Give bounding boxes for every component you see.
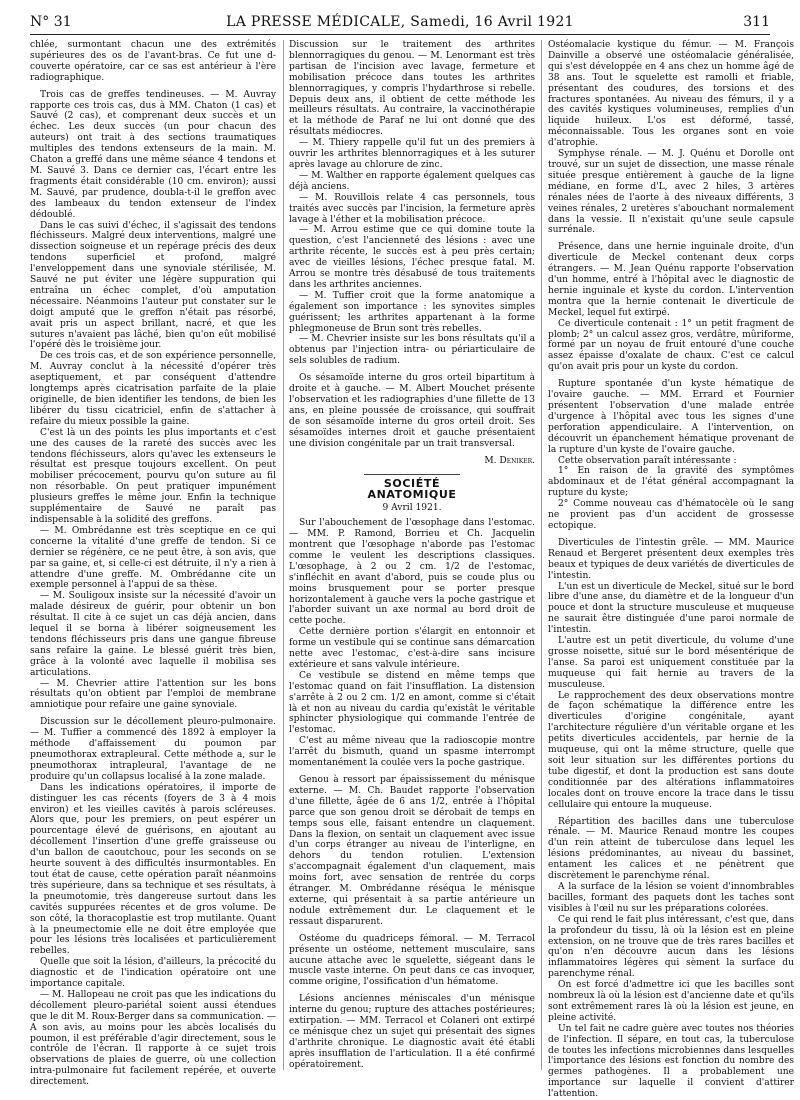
page-header <box>30 14 770 36</box>
paragraph: chlée, surmontant chacun une des extrémités supérieures des os de l'avant-bras. Ce fut une d-couverte opératoire, car ce sas est antérieur à l'ère radiographique. <box>30 40 276 83</box>
section-heading: SOCIÉTÉ ANATOMIQUE <box>364 474 460 501</box>
issue-number: N° 31 <box>30 14 72 30</box>
column-divider <box>283 40 284 1070</box>
paragraph: — M. Rouvillois relate 4 cas personnels, tous traités avec succès par l'incision, la fermeture après lavage à l'éther et la mobilisation précoce. <box>289 192 535 225</box>
paragraph: Un tel fait ne cadre guère avec toutes nos théories de l'infection. Il sépare, en tout cas, la tuberculose de toutes les infections microbiennes dans lesquelles l'importance des lésions est fonction du nombre des germes pathogènes. Il a probablement une importance sur laquelle il convient d'attirer l'attention. <box>548 1023 794 1100</box>
paragraph: Ostéome du quadriceps fémoral. — M. Terracol présente un ostéome, nettement musculaire, sans aucune attache avec le squelette, siégeant dans le muscle vaste interne. On peut dans ce cas invoquer, comme origine, l'ossification d'un hématome. <box>289 933 535 988</box>
paragraph: — M. Hallopeau ne croit pas que les indications du décollement pleuro-pariétal soient aussi étendues que le dit M. Roux-Berger dans sa communication. — A son avis, au moins pour les abcès localisés du poumon, il est préférable d'agir directement, sous le contrôle de l'écran. Il rapporte à ce sujet trois observations de plaies de guerre, où une collection intra-pulmonaire fut facilement repérée, et ouverte directement. <box>30 989 276 1088</box>
paragraph: — M. Tuffier croit que la forme anatomique a également son importance : les synovites simples guérissent; les arthrites appartenant à la forme phlegmoneuse de Brun sont très rebelles. <box>289 290 535 334</box>
paragraph: 1° En raison de la gravité des symptômes abdominaux et de l'état général accompagnant la rupture du kyste; <box>548 466 794 499</box>
paragraph: Cette dernière portion s'élargit en entonnoir et forme un vestibule qui se continue sans démarcation nette avec l'estomac, c'est-à-dire sans incisure extérieure et sans valvule intérieure. <box>289 627 535 670</box>
paragraph: L'autre est un petit diverticule, du volume d'une grosse noisette, situé sur le bord mésentérique de l'anse. Sa paroi est uniquement constituée par la muqueuse qui fait hernie au travers de la musculeuse. <box>548 636 794 690</box>
paragraph: De ces trois cas, et de son expérience personnelle, M. Auvray conclut à la nécessité d'opérer très aseptiquement, et par conséquent d'attendre longtemps après cicatrisation parfaite de la plaie originelle, de bien identifier les tendons, de bien les libérer du tissu cicatriciel, enfin de s'attacher à refaire du mieux possible la gaine. <box>30 351 276 427</box>
paragraph: Le rapprochement des deux observations montre de façon schématique la différence entre les diverticules d'origine congénitale, ayant l'architecture régulière d'un véritable organe et les petits diverticules accidentels, par hernie de la muqueuse, qui ont la même structure, quelle que soit leur situation sur les différentes portions du tube digestif, et dont la production est sans doute conditionnée par des altérations inflammatoires locales dont on trouve encore la trace dans le tissu cellulaire qui entoure la muqueuse. <box>548 690 794 810</box>
header-rule <box>30 34 770 35</box>
column-2 <box>289 40 535 1076</box>
column-3 <box>548 40 794 1100</box>
paragraph: C'est là un des points les plus importants et c'est une des causes de la rareté des succès avec les tendons fléchisseurs, alors qu'avec les extenseurs le résultat est presque toujours excellent. On peut mobiliser précocement, pourvu qu'on suture au fil non résorbable. On peut pratiquer impunément plusieurs greffes le même jour. Enfin la technique supplémentaire de Sauvé ne paraît pas indispensable à la solidité des greffons. <box>30 427 276 525</box>
paragraph: On est forcé d'admettre ici que les bacilles sont nombreux là où la lésion est d'ancienne date et qu'ils sont extrêmement rares là où la lésion est jeune, en pleine activité. <box>548 980 794 1023</box>
paragraph: Dans le cas suivi d'échec, il s'agissait des tendons fléchisseurs. Malgré deux interventions, malgré une dissection soigneuse et un repérage précis des deux tendons superficiel et profond, malgré l'enveloppement dans une synoviale stérilisée, M. Sauvé ne put éviter une légère suppuration qui entraîna un échec complet, d'où amputation nécessaire. Néanmoins l'auteur put constater sur le doigt amputé que le greffon n'était pas résorbé, avait pris un aspect brillant, nacré, et que les sutures n'avaient pas lâché, bien qu'on eût mobilisé l'opéré dès le troisième jour. <box>30 220 276 351</box>
paragraph: Ce qui rend le fait plus intéressant, c'est que, dans la profondeur du tissu, là où la lésion est en pleine extension, on ne trouve que de très rares bacilles et qu'on n'en découvre aucun dans les lésions inflammatoires légères qui sèment la surface du parenchyme rénal. <box>548 914 794 980</box>
paragraph: — M. Thiery rappelle qu'il fut un des premiers à ouvrir les arthrites blennorragiques et à les suturer après lavage au chlorure de zinc. <box>289 138 535 170</box>
paragraph: Discussion sur le traitement des arthrites blennorragiques du genou. — M. Lenormant est très partisan de l'incision avec lavage, fermeture et mobilisation précoce dans toutes les arthrites blennorragiques, y compris l'hydarthrose si rebelle. Depuis deux ans, il obtient de cette méthode les meilleurs résultats. Au contraire, la vaccinothérapie et la méthode de Paraf ne lui ont donné que des résultats médiocres. <box>289 40 535 138</box>
paragraph: Os sésamoïde interne du gros orteil bipartitum à droite et à gauche. — M. Albert Mouchet présente l'observation et les radiographies d'une fillette de 13 ans, en pleine poussée de croissance, qui souffrait de son sésamoïde interne du gros orteil droit. Ses sésamoïdes internes droit et gauche présentaient une division congénitale par un trait transversal. <box>289 373 535 449</box>
paragraph: 2° Comme nouveau cas d'hématocèle où le sang ne provient pas d'un accident de grossesse ectopique. <box>548 499 794 531</box>
paragraph: Ce diverticule contenait : 1° un petit fragment de plomb; 2° un calcul assez gros, verdâtre, mûriforme, formé par un noyau de fruit entouré d'une couche assez épaisse d'oxalate de chaux. C'est ce calcul qu'on avait pris pour un kyste du cordon. <box>548 318 794 373</box>
paragraph: L'un est un diverticule de Meckel, situé sur le bord libre d'une anse, du diamètre et de la longueur d'un pouce et dont la structure musculeuse et muqueuse ne saurait être distinguée d'une paroi normale de l'intestin. <box>548 581 794 636</box>
paragraph: Lésions anciennes méniscales d'un ménisque interne du genou; rupture des attaches postérieures; extirpation. — MM. Terracol et Colaneri ont extirpé ce ménisque chez un sujet qui présentait des signes d'arthrite chronique. Le diagnostic avait été établi après insufflation de l'articulation. Il a été confirmé opératoirement. <box>289 994 535 1070</box>
paragraph: Ostéomalacie kystique du fémur. — M. François Dainville a observé une ostéomalacie généralisée, qui s'est développée en 4 ans chez un homme âgé de 38 ans. Tout le squelette est ramolli et friable, présentant des coudures, des torsions et des fractures spontanées. Au niveau des fémurs, il y a des cavités kystiques volumineuses, remplies d'un liquide huileux. L'os est déformé, tassé, méconnaissable. Tous les organes sont en voie d'atrophie. <box>548 40 794 149</box>
column-divider <box>541 40 542 1070</box>
paragraph: Discussion sur le décollement pleuro-pulmonaire. — M. Tuffier a commencé dès 1892 à employer la méthode d'affaissement du poumon par pneumothorax extrapleural. Cette méthode a, sur le pneumothorax intrapleural, l'avantage de ne produire qu'un collapsus localisé à la zone malade. <box>30 717 276 782</box>
paragraph: Répartition des bacilles dans une tuberculose rénale. — M. Maurice Renaud montre les coupes d'un rein atteint de tuberculose dans lequel les lésions prédominantes, au niveau du bassinet, entament les calices et ne pénètrent que discrètement le parenchyme rénal. <box>548 816 794 882</box>
paragraph: — M. Souligoux insiste sur la nécessité d'avoir un malade désireux de guérir, pour obtenir un bon résultat. Il cite à ce sujet un cas déjà ancien, dans lequel il se borna à libérer soigneusement les tendons fléchisseurs pris dans une gangue fibreuse sans refaire la gaine. Le blessé guérit très bien, grâce à la volonté avec laquelle il mobilisa ses articulations. <box>30 591 276 678</box>
paragraph: Présence, dans une hernie inguinale droite, d'un diverticule de Meckel contenant deux corps étrangers. — M. Jean Quénu rapporte l'observation d'un homme, entré à l'hôpital avec le diagnostic de hernie inguinale et kyste du cordon. L'intervention montra que la hernie contenait le diverticule de Meckel, lequel fut extirpé. <box>548 242 794 318</box>
paragraph: C'est au même niveau que la radioscopie montre l'arrêt du bismuth, quand un spasme interrompt momentanément la coulée vers la poche gastrique. <box>289 736 535 769</box>
paragraph: Rupture spontanée d'un kyste hématique de l'ovaire gauche. — MM. Errard et Fournier présentent l'observation d'une malade entrée d'urgence à l'hôpital avec tous les signes d'une perforation appendiculaire. A l'intervention, on découvrit un épanchement hématique provenant de la rupture d'un kyste de l'ovaire gauche. <box>548 379 794 455</box>
paragraph: Symphyse rénale. — M. J. Quénu et Dorolle ont trouvé, sur un sujet de dissection, une masse rénale située presque entièrement à gauche de la ligne médiane, en forme d'L, avec 2 hiles, 3 artères rénales nées de l'aorte à des niveaux différents, 3 veines rénales, 2 uretères s'abouchant normalement dans la vessie. Il n'existait qu'une seule capsule surrénale. <box>548 149 794 236</box>
paragraph: — M. Chevrier attire l'attention sur les bons résultats qu'on obtient par l'emploi de membrane amniotique pour refaire une gaine synoviale. <box>30 678 276 711</box>
paragraph: — M. Chevrier insiste sur les bons résultats qu'il a obtenus par l'injection intra- ou périarticulaire de sels solubles de radium. <box>289 334 535 367</box>
author-signature: M. Deniker. <box>484 455 535 466</box>
paragraph: — M. Walther en rapporte également quelques cas déjà anciens. <box>289 170 535 192</box>
paragraph: — M. Arrou estime que ce qui domine toute la question, c'est l'ancienneté des lésions : avec une arthrite récente, le succès est à peu près certain; avec de vieilles lésions, l'échec presque fatal. M. Arrou se montre très désabusé de tous traitements dans les arthrites anciennes. <box>289 225 535 290</box>
paragraph: — M. Ombrédanne est très sceptique en ce qui concerne la vitalité d'une greffe de tendon. Si ce dernier se régénère, ce ne peut être, à son avis, que par sa gaine, et, si celle-ci est détruite, il n'y a rien à attendre d'une greffe. M. Ombrédanne cite un exemple personnel à l'appui de sa thèse. <box>30 525 276 591</box>
paragraph: Trois cas de greffes tendineuses. — M. Auvray rapporte ces trois cas, dus à MM. Chaton (1 cas) et Sauvé (2 cas), et comprenant deux succès et un échec. Les deux succès (un pour chacun des auteurs) ont trait à des sections traumatiques multiples des tendons extenseurs de la main. M. Chaton a greffé dans une même séance 4 tendons et M. Sauvé 3. Dans ce dernier cas, l'écart entre les fragments était considérable (10 cm. environ); aussi M. Sauvé, par prudence, doubla-t-il le greffon avec des lambeaux du tendon extenseur de l'index dédoublé. <box>30 89 276 220</box>
paragraph: Quelle que soit la lésion, d'ailleurs, la précocité du diagnostic et de l'indication opératoire ont une importance capitale. <box>30 957 276 990</box>
column-1 <box>30 40 276 1088</box>
page-number: 311 <box>743 14 770 30</box>
paragraph: Genou à ressort par épaississement du ménisque externe. — M. Ch. Baudet rapporte l'observation d'une fillette, âgée de 6 ans 1/2, entrée à l'hôpital parce que son genou droit se dérobait de temps en temps sous elle, faisant entendre un claquement. Dans la flexion, on sentait un claquement avec issue d'un corps étranger au niveau de l'interligne, en dehors du tendon rotulien. L'extension s'accompagnait également d'un claquement, mais moins fort, avec sensation de rentrée du corps étranger. M. Ombrédanne réséqua le ménisque externe, qui présentait à sa partie antérieure un nodule extrêmement dur. Le claquement et le ressaut disparurent. <box>289 775 535 927</box>
paragraph: Cette observation paraît intéressante : <box>558 455 737 466</box>
paragraph: Diverticules de l'intestin grêle. — MM. Maurice Renaud et Bergeret présentent deux exemples très beaux et typiques de deux variétés de diverticules de l'intestin. <box>548 537 794 581</box>
paragraph: Sur l'abouchement de l'œsophage dans l'estomac. — MM. P. Ramond, Borrieu et Ch. Jacquelin montrent que l'œsophage n'aborde pas l'estomac comme le veulent les descriptions classiques. L'œsophage, à 2 ou 2 cm. 1/2 de l'estomac, s'infléchit en avant d'abord, puis se coude plus ou moins brusquement pour se porter presque horizontalement à gauche vers la poche gastrique et l'aborder suivant un axe normal au bord droit de cette poche. <box>289 518 535 627</box>
section-date: 9 Avril 1921. <box>382 503 442 514</box>
paragraph: Ce vestibule se distend en même temps que l'estomac quand on fait l'insufflation. La distension s'arrête à 2 ou 2 cm. 1/2 en amont, comme si c'était là et non au niveau du cardia qu'existât le véritable sphincter physiologique qui commande l'entrée de l'estomac. <box>289 670 535 736</box>
paragraph: Dans les indications opératoires, il importe de distinguer les cas récents (foyers de 3 à 4 mois environ) et les vieilles cavités à parois scléreuses. Alors que, pour les premiers, on peut espérer un pourcentage élevé de guérisons, en ajoutant au décollement l'insertion d'une greffe graisseuse ou d'un ballon de caoutchouc, pour les seconds on se heurte souvent à des difficultés insurmontables. En tout état de cause, cette opération paraît néanmoins très supérieure, dans sa technique et ses résultats, à la pneumotomie, très dangereuse surtout dans les cavités suppurées récentes et de gros volume. De son côté, la thoracoplastie est trop mutilante. Quant à la pneumectomie elle ne doit être employée que pour les lésions très localisées et particulièrement rebelles. <box>30 782 276 957</box>
journal-title-date: LA PRESSE MÉDICALE, Samedi, 16 Avril 1921 <box>226 14 574 30</box>
paragraph: A la surface de la lésion se voient d'innombrables bacilles, formant des paquets dont les taches sont visibles à l'œil nu sur les préparations colorées. <box>548 881 794 914</box>
